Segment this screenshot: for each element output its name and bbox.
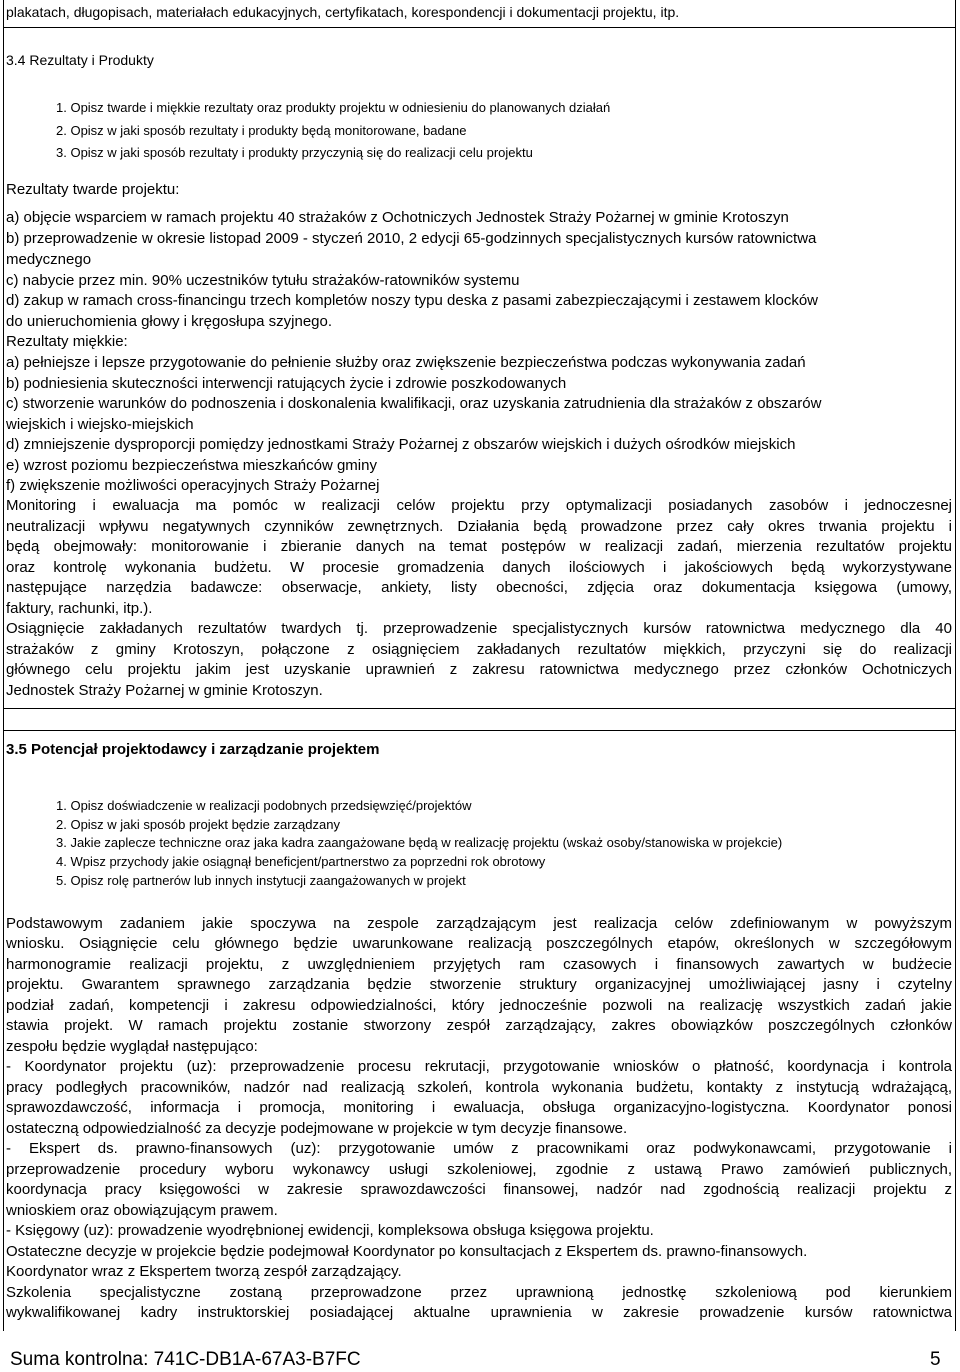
text-line: strażaków z gminy Krotoszyn, połączone z osiągnięciem zakładanych rezultatów miękkich, przyczyni się do realizacji xyxy=(6,641,952,658)
question-item: 2. Opisz w jaki sposób projekt będzie zarządzany xyxy=(56,817,340,832)
text-line: wnioskiem oraz obowiązującym prawem. xyxy=(6,1202,278,1219)
text-line: Monitoring i ewaluacja ma pomóc w realizacji celów projektu przy optymalizacji posiadanych zasobów i jednoczesnej xyxy=(6,497,952,514)
text-line: a) pełniejsze i lepsze przygotowanie do pełnienie służby oraz zwiększenie bezpieczeństwa podczas wykonywania zadań xyxy=(6,354,806,371)
text-line: Jednostek Straży Pożarnej w gminie Krotoszyn. xyxy=(6,682,323,699)
text-line: Podstawowym zadaniem jakie spoczywa na zespole zarządzającym jest realizacja celów zdefiniowanym w powyższym xyxy=(6,915,952,932)
table-border-left xyxy=(3,0,4,1331)
text-line: Koordynator wraz z Ekspertem tworzą zespół zarządzający. xyxy=(6,1263,402,1280)
checksum-footer: Suma kontrolna: 741C-DB1A-67A3-B7FC xyxy=(10,1349,361,1370)
question-item: 1. Opisz twarde i miękkie rezultaty oraz produkty projektu w odniesieniu do planowanych działań xyxy=(56,100,611,115)
text-line: a) objęcie wsparciem w ramach projektu 40 strażaków z Ochotniczych Jednostek Straży Pożarnej w gminie Krotoszyn xyxy=(6,209,789,226)
text-line: medycznego xyxy=(6,251,92,268)
text-line: c) stworzenie warunków do podnoszenia i doskonalenia kwalifikacji, oraz uzyskania zatrudnienia dla strażaków z obszarów xyxy=(6,395,822,412)
row-divider xyxy=(3,708,956,709)
page-number: 5 xyxy=(930,1349,941,1370)
text-line: wniosku. Osiągnięcie celu głównego będzie uwarunkowane realizacją poszczególnych etapów, określonych w szczegółowym xyxy=(6,935,952,952)
text-line: wiejskich i wiejsko-miejskich xyxy=(6,416,194,433)
text-line: następujące narzędzia badawcze: obserwacje, ankiety, listy obecności, zdjęcia oraz dokumentacja księgowa (umowy, xyxy=(6,579,952,596)
row-divider xyxy=(3,27,956,28)
text-line: d) zmniejszenie dysproporcji pomiędzy jednostkami Straży Pożarnej z obszarów wiejskich i dużych ośrodków miejskich xyxy=(6,436,796,453)
row-divider xyxy=(3,730,956,731)
text-line: pracy podległych pracowników, nadzór nad realizacją szkoleń, kontrola wykonania budżetu, kontakty z instytucją wdrażającą, xyxy=(6,1079,952,1096)
text-line: faktury, rachunki, itp.). xyxy=(6,600,153,617)
text-line: zespołu będzie wyglądał następująco: xyxy=(6,1038,258,1055)
text-line: stawia projekt. W ramach projektu zostanie stworzony zespół zarządzający, zakres obowiązków poszczególnych członków xyxy=(6,1017,952,1034)
text-line: podział zadań, kompetencji i zakresu odpowiedzialności, który jednocześnie pozwoli na realizację wszystkich zadań jakie xyxy=(6,997,952,1014)
continuation-line: plakatach, długopisach, materiałach edukacyjnych, certyfikatach, korespondencji i dokumentacji projektu, itp. xyxy=(6,4,680,20)
section-heading-3-5: 3.5 Potencjał projektodawcy i zarządzanie projektem xyxy=(6,741,380,758)
text-line: projektu. Gwarantem sprawnego zarządzania będzie stworzenie struktury organizacyjnej umożliwiającej jasny i czytelny xyxy=(6,976,952,993)
question-item: 1. Opisz doświadczenie w realizacji podobnych przedsięwzięć/projektów xyxy=(56,798,472,813)
text-line: Szkolenia specjalistyczne zostaną przeprowadzone przez uprawnioną jednostkę szkoleniową pod kierunkiem xyxy=(6,1284,952,1301)
text-line: oraz kontrolę wykonania budżetu. W procesie gromadzenia danych ilościowych i jakościowych będą wykorzystywane xyxy=(6,559,952,576)
text-line: będą obejmowały: monitorowanie i zbieranie danych na temat postępów w realizacji zadań, mierzenia rezultatów projektu xyxy=(6,538,952,555)
text-line: f) zwiększenie możliwości operacyjnych Straży Pożarnej xyxy=(6,477,380,494)
text-line: harmonogramie realizacji projektu, z uwzględnieniem przyjętych ram czasowych i finansowych zawartych w budżecie xyxy=(6,956,952,973)
question-item: 5. Opisz rolę partnerów lub innych instytucji zaangażowanych w projekt xyxy=(56,873,466,888)
text-line: - Ekspert ds. prawno-finansowych (uz): przygotowanie umów z pracownikami oraz podwykonawcami, przygotowanie i xyxy=(6,1140,952,1157)
text-line: wykwalifikowanej kadry instruktorskiej posiadającej aktualne uprawnienia w zakresie prowadzenie kursów ratownictwa xyxy=(6,1304,952,1321)
text-line: głównego celu projektu jakim jest uzyskanie uprawnień z zakresu ratownictwa medycznego przez członków Ochotniczych xyxy=(6,661,952,678)
text-line: ostateczną odpowiedzialność za decyzje podejmowane w projekcie w tym decyzje finansowe. xyxy=(6,1120,628,1137)
question-item: 4. Wpisz przychody jakie osiągnął beneficjent/partnerstwo za poprzedni rok obrotowy xyxy=(56,854,546,869)
text-line: - Koordynator projektu (uz): przeprowadzenie procesu rekrutacji, przygotowanie wniosków o płatność, koordynacja i kontrola xyxy=(6,1058,952,1075)
question-item: 2. Opisz w jaki sposób rezultaty i produkty będą monitorowane, badane xyxy=(56,123,467,138)
text-line: b) przeprowadzenie w okresie listopad 2009 - styczeń 2010, 2 edycji 65-godzinnych specjalistycznych kursów ratownictwa xyxy=(6,230,817,247)
text-line: c) nabycie przez min. 90% uczestników tytułu strażaków-ratowników systemu xyxy=(6,272,520,289)
text-line: - Księgowy (uz): prowadzenie wyodrębnionej ewidencji, kompleksowa obsługa księgowa projektu. xyxy=(6,1222,654,1239)
text-line: do unieruchomienia głowy i kręgosłupa szyjnego. xyxy=(6,313,333,330)
table-border-right xyxy=(955,0,956,1331)
text-line: e) wzrost poziomu bezpieczeństwa mieszkańców gminy xyxy=(6,457,377,474)
section-heading-3-4: 3.4 Rezultaty i Produkty xyxy=(6,52,154,68)
text-line: przeprowadzenie procedury wyboru wykonawcy usługi szkoleniowej, zgodnie z ustawą Prawo zamówień publicznych, xyxy=(6,1161,952,1178)
question-item: 3. Opisz w jaki sposób rezultaty i produkty przyczynią się do realizacji celu projektu xyxy=(56,145,533,160)
text-line: neutralizacji wpływu negatywnych czynników zewnętrznych. Działania będą prowadzone przez cały okres trwania projektu i xyxy=(6,518,952,535)
text-line: Osiągnięcie zakładanych rezultatów twardych tj. przeprowadzenie specjalistycznych kursów ratownictwa medycznego dla 40 xyxy=(6,620,952,637)
text-line: Rezultaty miękkie: xyxy=(6,333,128,350)
text-line: sprawozdawczość, informacja i promocja, monitoring i ewaluacja, obsługa organizacyjno-logistyczna. Koordynator ponosi xyxy=(6,1099,952,1116)
text-line: d) zakup w ramach cross-financingu trzech kompletów noszy typu deska z pasami zabezpieczającymi i zestawem klocków xyxy=(6,292,818,309)
text-line: Rezultaty twarde projektu: xyxy=(6,181,180,198)
text-line: Ostateczne decyzje w projekcie będzie podejmował Koordynator po konsultacjach z Ekspertem ds. prawno-finansowych. xyxy=(6,1243,808,1260)
text-line: b) podniesienia skuteczności interwencji ratujących życie i zdrowie poszkodowanych xyxy=(6,375,567,392)
question-item: 3. Jakie zaplecze techniczne oraz jaka kadra zaangażowane będą w realizację projektu (wskaż osoby/stanowiska w projekcie) xyxy=(56,835,783,850)
text-line: koordynacja pracy księgowości w zakresie sprawozdawczości finansowej, nadzór nad zgodnością realizacji projektu z xyxy=(6,1181,952,1198)
